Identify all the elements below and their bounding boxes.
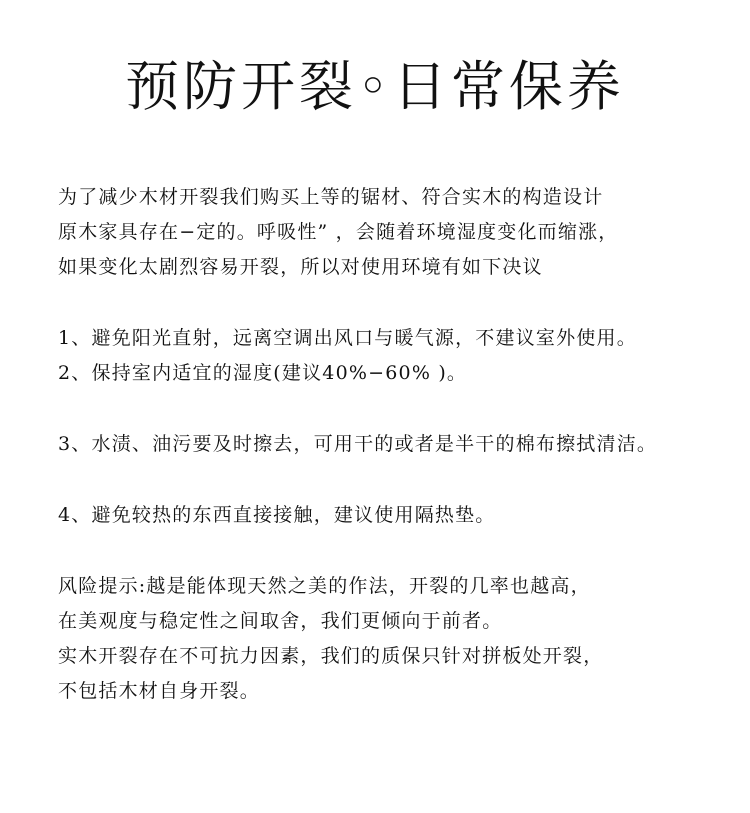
risk-line: 在美观度与稳定性之间取舍，我们更倾向于前者。 — [58, 610, 503, 632]
page-title: 预防开裂◦日常保养 — [125, 55, 625, 118]
tips-group-2 — [58, 427, 748, 462]
spacer — [58, 391, 748, 427]
tips-group-1 — [58, 321, 748, 391]
intro-line: 如果变化太剧烈容易开裂，所以对使用环境有如下决议 — [58, 256, 543, 278]
risk-line: 实木开裂存在不可抗力因素，我们的质保只针对拼板处开裂， — [58, 645, 604, 667]
tip-item: 1、避免阳光直射，远离空调出风口与暖气源，不建议室外使用。 — [58, 327, 637, 349]
care-instructions — [58, 180, 748, 709]
spacer — [58, 285, 748, 321]
tip-item: 4、避免较热的东西直接接触，建议使用隔热垫。 — [58, 504, 496, 526]
intro-line: 为了减少木材开裂我们购买上等的锯材、符合实木的构造设计 — [58, 186, 604, 208]
intro-line: 原木家具存在−定的。呼吸性” ，会随着环境湿度变化而缩涨， — [58, 221, 619, 243]
intro-paragraph — [58, 180, 748, 285]
spacer — [58, 533, 748, 569]
risk-line: 不包括木材自身开裂。 — [58, 680, 261, 702]
risk-line: 风险提示:越是能体现天然之美的作法，开裂的几率也越高， — [58, 575, 591, 597]
tip-item: 3、水渍、油污要及时擦去，可用干的或者是半干的棉布擦拭清洁。 — [58, 433, 658, 455]
spacer — [58, 462, 748, 498]
tip-item: 2、保持室内适宜的湿度(建议40%−60% )。 — [58, 362, 468, 384]
risk-notice — [58, 569, 748, 709]
tips-group-3 — [58, 498, 748, 533]
